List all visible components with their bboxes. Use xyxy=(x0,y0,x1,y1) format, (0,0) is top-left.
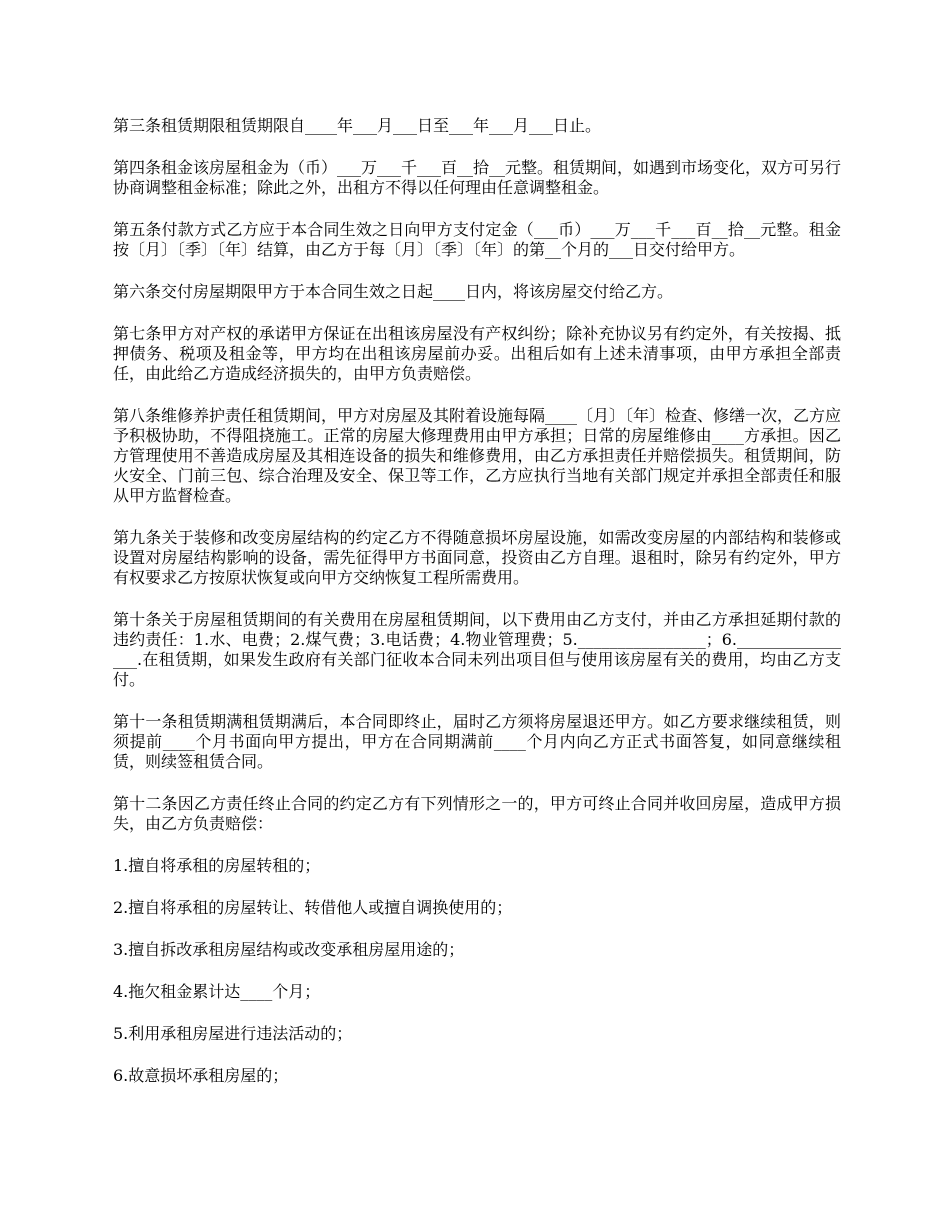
article-11-expiry: 第十一条租赁期满租赁期满后，本合同即终止，届时乙方须将房屋退还甲方。如乙方要求继续租赁，则须提前____个月书面向甲方提出，甲方在合同期满前____个月内向乙方正式书面答复，如同意继续租赁，则续签租赁合同。 xyxy=(113,712,841,771)
list-item-4: 4.拖欠租金累计达____个月； xyxy=(113,982,321,1001)
article-7-ownership-commitment: 第七条甲方对产权的承诺甲方保证在出租该房屋没有产权纠纷；除补充协议另有约定外，有关按揭、抵押债务、税项及租金等，甲方均在出租该房屋前办妥。出租后如有上述未清事项，由甲方承担全部责任，由此给乙方造成经济损失的，由甲方负责赔偿。 xyxy=(113,324,841,383)
article-6-delivery-period: 第六条交付房屋期限甲方于本合同生效之日起____日内，将该房屋交付给乙方。 xyxy=(113,282,674,301)
article-5-payment-method: 第五条付款方式乙方应于本合同生效之日向甲方支付定金（___币）___万___千___百__拾__元整。租金按〔月〕〔季〕〔年〕结算，由乙方于每〔月〕〔季〕〔年〕的第__个月的___日交付给甲方。 xyxy=(113,220,841,259)
article-4-rent: 第四条租金该房屋租金为（币）___万___千___百__拾__元整。租赁期间，如遇到市场变化，双方可另行协商调整租金标准；除此之外，出租方不得以任何理由任意调整租金。 xyxy=(113,158,842,197)
list-item-3: 3.擅自拆改承租房屋结构或改变承租房屋用途的； xyxy=(113,940,465,959)
article-3-lease-term: 第三条租赁期限租赁期限自____年___月___日至___年___月___日止。 xyxy=(113,116,602,135)
article-9-renovation: 第九条关于装修和改变房屋结构的约定乙方不得随意损坏房屋设施，如需改变房屋的内部结构和装修或设置对房屋结构影响的设备，需先征得甲方书面同意，投资由乙方自理。退租时，除另有约定外，甲方有权要求乙方按原状恢复或向甲方交纳恢复工程所需费用。 xyxy=(113,528,841,587)
list-item-6: 6.故意损坏承租房屋的； xyxy=(113,1066,289,1085)
article-10-expenses: 第十条关于房屋租赁期间的有关费用在房屋租赁期间，以下费用由乙方支付，并由乙方承担延期付款的违约责任：1.水、电费；2.煤气费；3.电话费；4.物业管理费；5.________________；6.________________.在租赁期，如果发生政府有关部门征收本合同未列出项目但与使用该房屋有关的费用，均由乙方支付。 xyxy=(113,610,841,689)
list-item-2: 2.擅自将承租的房屋转让、转借他人或擅自调换使用的； xyxy=(113,898,513,917)
article-12-termination: 第十二条因乙方责任终止合同的约定乙方有下列情形之一的，甲方可终止合同并收回房屋，造成甲方损失，由乙方负责赔偿： xyxy=(113,794,841,833)
list-item-1: 1.擅自将承租的房屋转租的； xyxy=(113,856,321,875)
document-page xyxy=(113,116,841,1108)
article-8-maintenance: 第八条维修养护责任租赁期间，甲方对房屋及其附着设施每隔____〔月〕〔年〕检查、修缮一次，乙方应予积极协助，不得阻挠施工。正常的房屋大修理费用由甲方承担；日常的房屋维修由____方承担。因乙方管理使用不善造成房屋及其相连设备的损失和维修费用，由乙方承担责任并赔偿损失。租赁期间，防火安全、门前三包、综合治理及安全、保卫等工作，乙方应执行当地有关部门规定并承担全部责任和服从甲方监督检查。 xyxy=(113,406,842,505)
list-item-5: 5.利用承租房屋进行违法活动的； xyxy=(113,1024,353,1043)
